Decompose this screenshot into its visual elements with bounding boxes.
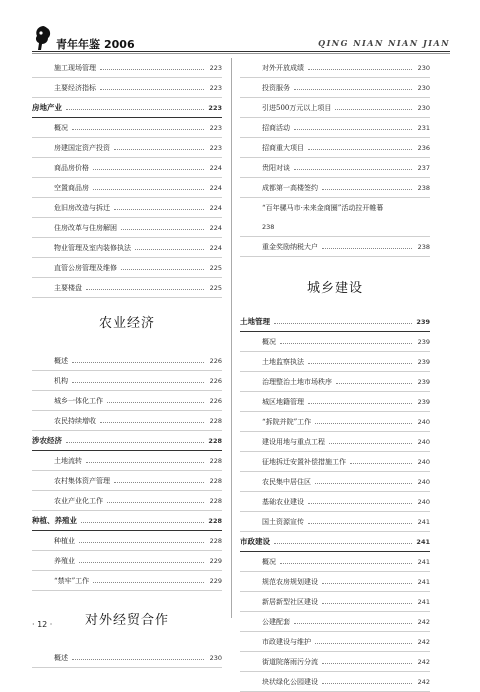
leader-dots	[100, 89, 204, 90]
entry-page: 223	[209, 63, 222, 72]
toc-entry[interactable]	[240, 612, 430, 632]
section-label: 市政建设	[240, 537, 270, 546]
section-label: 房地产业	[32, 103, 62, 112]
leader-dots	[66, 109, 204, 110]
leader-dots	[93, 582, 204, 583]
brand-year: 2006	[104, 38, 135, 51]
toc-section[interactable]	[32, 98, 222, 118]
toc-entry[interactable]	[32, 278, 222, 298]
leader-dots	[350, 463, 412, 464]
leader-dots	[121, 269, 204, 270]
toc-section[interactable]	[32, 511, 222, 531]
leader-dots	[100, 69, 204, 70]
toc-entry[interactable]	[240, 632, 430, 652]
entry-page: 240	[417, 417, 430, 426]
toc-entry[interactable]	[240, 452, 430, 472]
leader-dots	[79, 542, 204, 543]
entry-page: 223	[209, 123, 222, 132]
toc-entry[interactable]	[240, 372, 430, 392]
entry-label: 房建国定资产投资	[54, 143, 110, 152]
entry-label: 新居新型社区建设	[262, 597, 318, 606]
entry-page: 228	[209, 536, 222, 545]
toc-entry[interactable]	[32, 238, 222, 258]
header-rule-thin	[32, 53, 450, 54]
leader-dots	[308, 503, 412, 504]
entry-page: 228	[209, 416, 222, 425]
entry-page: 228	[209, 476, 222, 485]
toc-entry[interactable]	[32, 138, 222, 158]
entry-label: 招商活动	[262, 123, 290, 132]
section-page: 223	[208, 103, 222, 112]
entry-page: 240	[417, 457, 430, 466]
toc-entry[interactable]	[32, 78, 222, 98]
entry-label: 块状绿化公园建设	[262, 677, 318, 686]
entry-page: 242	[417, 637, 430, 646]
chapter-title-trade: 对外经贸合作	[84, 613, 169, 628]
toc-entry[interactable]	[32, 491, 222, 511]
leader-dots	[308, 69, 412, 70]
entry-label: 土地流转	[54, 456, 82, 465]
leader-dots	[72, 362, 204, 363]
entry-page: 239	[417, 397, 430, 406]
entry-label: 征地拆迁安置补偿措施工作	[262, 457, 346, 466]
entry-label: 机构	[54, 376, 68, 385]
toc-entry[interactable]	[240, 432, 430, 452]
entry-page: 228	[209, 496, 222, 505]
spacer	[240, 296, 430, 312]
toc-entry[interactable]	[240, 552, 430, 572]
entry-label: 街道院落雨污分流	[262, 657, 318, 666]
entry-label: 概述	[54, 356, 68, 365]
entry-label: “禁牢”工作	[54, 576, 90, 585]
entry-label: 主要经济指标	[54, 83, 96, 92]
toc-entry[interactable]	[32, 258, 222, 278]
leader-dots	[107, 402, 204, 403]
leader-dots	[294, 623, 412, 624]
entry-label: 投资服务	[262, 83, 290, 92]
entry-label: 概述	[54, 653, 68, 662]
chapter-title-agriculture: 农业经济	[98, 316, 155, 331]
leader-dots	[322, 248, 412, 249]
toc-entry[interactable]	[32, 158, 222, 178]
toc-entry[interactable]	[32, 471, 222, 491]
yearbook-logo-icon	[32, 24, 54, 52]
entry-label: “百年骡马市·未来金商圈”活动拉开帷幕	[262, 203, 384, 212]
entry-page: 242	[417, 657, 430, 666]
toc-entry[interactable]	[240, 237, 430, 257]
entry-page: 241	[417, 577, 430, 586]
entry-label: 公建配套	[262, 617, 290, 626]
toc-entry[interactable]	[240, 412, 430, 432]
left-column	[32, 58, 222, 668]
leader-dots	[72, 382, 204, 383]
toc-entry[interactable]	[240, 672, 430, 692]
leader-dots	[280, 563, 412, 564]
toc-section[interactable]	[240, 312, 430, 332]
entry-page: 229	[209, 576, 222, 585]
leader-dots	[308, 523, 412, 524]
toc-entry[interactable]	[240, 178, 430, 198]
entry-label: 对外开放成绩	[262, 63, 304, 72]
entry-page: 240	[417, 497, 430, 506]
brand-cn: 青年年鉴	[56, 38, 100, 51]
toc-entry[interactable]	[240, 352, 430, 372]
section-label: 涉农经济	[32, 436, 62, 445]
spacer	[240, 257, 430, 277]
entry-page: 230	[209, 653, 222, 662]
entry-page: 224	[209, 183, 222, 192]
entry-label: 住房改革与住房解困	[54, 223, 117, 232]
entry-page: 226	[209, 376, 222, 385]
entry-page: 239	[417, 377, 430, 386]
toc-entry[interactable]	[32, 531, 222, 551]
entry-label: 建设用地与重点工程	[262, 437, 325, 446]
entry-label: 规范农房规划建设	[262, 577, 318, 586]
toc-entry[interactable]	[240, 512, 430, 532]
leader-dots	[315, 483, 412, 484]
toc-entry[interactable]	[32, 551, 222, 571]
section-page: 228	[208, 516, 222, 525]
leader-dots	[322, 663, 412, 664]
entry-page: 241	[417, 557, 430, 566]
toc-entry[interactable]	[32, 648, 222, 668]
entry-page: 241	[417, 517, 430, 526]
toc-entry[interactable]	[240, 98, 430, 118]
toc-entry[interactable]	[32, 178, 222, 198]
leader-dots	[335, 109, 412, 110]
leader-dots	[135, 249, 204, 250]
leader-dots	[86, 289, 204, 290]
entry-page: 226	[209, 396, 222, 405]
toc-section[interactable]	[32, 431, 222, 451]
entry-page: 229	[209, 556, 222, 565]
leader-dots	[308, 363, 412, 364]
entry-label: 城乡一体化工作	[54, 396, 103, 405]
toc-entry[interactable]	[240, 332, 430, 352]
leader-dots	[72, 659, 204, 660]
leader-dots	[294, 169, 412, 170]
entry-label: 贵阳对谈	[262, 163, 290, 172]
entry-page: 223	[209, 83, 222, 92]
toc-entry[interactable]	[240, 652, 430, 672]
toc-entry[interactable]	[240, 138, 430, 158]
toc-entry-note[interactable]	[240, 198, 430, 217]
toc-entry[interactable]	[240, 572, 430, 592]
chapter-title-urban: 城乡建设	[306, 281, 363, 296]
entry-page: 223	[209, 143, 222, 152]
entry-page: 242	[417, 617, 430, 626]
entry-label: 危旧房改造与拆迁	[54, 203, 110, 212]
toc-entry[interactable]	[32, 198, 222, 218]
toc-entry[interactable]	[240, 118, 430, 138]
leader-dots	[322, 583, 412, 584]
entry-page: 242	[417, 677, 430, 686]
leader-dots	[329, 443, 412, 444]
toc-entry[interactable]	[32, 218, 222, 238]
section-label: 种植、养殖业	[32, 516, 77, 525]
leader-dots	[322, 189, 412, 190]
entry-label: 城区地籍管理	[262, 397, 304, 406]
entry-page: 239	[417, 357, 430, 366]
section-page: 241	[416, 537, 430, 546]
leader-dots	[336, 383, 412, 384]
entry-page: 230	[417, 83, 430, 92]
entry-page: 224	[209, 223, 222, 232]
entry-label: 土地监察执法	[262, 357, 304, 366]
entry-label: 引进500万元以上项目	[262, 103, 332, 112]
entry-page: 228	[209, 456, 222, 465]
spacer	[32, 628, 222, 648]
entry-label: 概况	[262, 337, 276, 346]
entry-page: 225	[209, 283, 222, 292]
entry-page: 240	[417, 477, 430, 486]
leader-dots	[322, 683, 412, 684]
section-label: 土地管理	[240, 317, 270, 326]
entry-page: 224	[209, 243, 222, 252]
entry-label: 主要楼盘	[54, 283, 82, 292]
column-divider	[231, 58, 232, 618]
leader-dots	[308, 149, 412, 150]
leader-dots	[294, 129, 412, 130]
leader-dots	[294, 89, 412, 90]
entry-label: 农业产业化工作	[54, 496, 103, 505]
toc-entry[interactable]	[32, 451, 222, 471]
entry-page: 236	[417, 143, 430, 152]
toc-entry[interactable]	[240, 78, 430, 98]
toc-entry[interactable]	[32, 411, 222, 431]
entry-label: 概况	[262, 557, 276, 566]
entry-label: 种植业	[54, 536, 75, 545]
leader-dots	[79, 562, 204, 563]
entry-label: 农民持续增收	[54, 416, 96, 425]
leader-dots	[322, 603, 412, 604]
page-number: · 12 ·	[32, 620, 53, 629]
entry-page: 240	[417, 437, 430, 446]
page-header	[0, 0, 480, 56]
leader-dots	[274, 323, 412, 324]
entry-page: 230	[417, 103, 430, 112]
entry-page: 241	[417, 597, 430, 606]
section-page: 239	[416, 317, 430, 326]
leader-dots	[100, 422, 204, 423]
toc-section[interactable]	[240, 532, 430, 552]
leader-dots	[107, 502, 204, 503]
entry-page: 226	[209, 356, 222, 365]
leader-dots	[121, 229, 204, 230]
leader-dots	[81, 522, 204, 523]
toc-entry[interactable]	[32, 391, 222, 411]
leader-dots	[72, 129, 204, 130]
entry-label: 招商重大项目	[262, 143, 304, 152]
entry-page: 231	[417, 123, 430, 132]
leader-dots	[86, 462, 204, 463]
toc-entry[interactable]	[240, 492, 430, 512]
toc-entry-note-page	[240, 217, 430, 237]
toc-entry[interactable]	[32, 58, 222, 78]
entry-label: 重金奖励纳税大户	[262, 242, 318, 251]
entry-label: 直管公房管理及维修	[54, 263, 117, 272]
spacer	[32, 331, 222, 351]
toc-entry[interactable]	[240, 58, 430, 78]
brand-english: QING NIAN NIAN JIAN	[318, 38, 450, 48]
entry-label: 治理整治土地市场秩序	[262, 377, 332, 386]
entry-label: 空置商品房	[54, 183, 89, 192]
entry-label: “拆院并院”工作	[262, 417, 312, 426]
leader-dots	[66, 442, 204, 443]
entry-page: 238	[417, 242, 430, 251]
brand-title	[56, 36, 135, 52]
toc-entry[interactable]	[32, 371, 222, 391]
leader-dots	[274, 543, 412, 544]
header-rule	[32, 51, 450, 52]
toc-entry[interactable]	[240, 392, 430, 412]
leader-dots	[114, 209, 204, 210]
leader-dots	[93, 169, 204, 170]
entry-page: 224	[209, 203, 222, 212]
toc-entry[interactable]	[240, 472, 430, 492]
entry-label: 农民集中居住区	[262, 477, 311, 486]
toc-entry[interactable]	[240, 158, 430, 178]
entry-label: 概况	[54, 123, 68, 132]
toc-entry[interactable]	[32, 571, 222, 591]
entry-page: 238	[262, 222, 275, 231]
entry-page: 224	[209, 163, 222, 172]
entry-page: 237	[417, 163, 430, 172]
entry-page: 239	[417, 337, 430, 346]
spacer	[32, 298, 222, 312]
entry-label: 国土资源宣传	[262, 517, 304, 526]
toc-entry[interactable]	[32, 351, 222, 371]
spacer	[32, 591, 222, 609]
entry-label: 养殖业	[54, 556, 75, 565]
leader-dots	[114, 149, 204, 150]
leader-dots	[93, 189, 204, 190]
entry-label: 商品房价格	[54, 163, 89, 172]
right-column	[240, 58, 430, 692]
leader-dots	[308, 403, 412, 404]
leader-dots	[114, 482, 204, 483]
toc-entry[interactable]	[32, 118, 222, 138]
section-page: 228	[208, 436, 222, 445]
entry-label: 施工现场管理	[54, 63, 96, 72]
leader-dots	[315, 423, 412, 424]
entry-page: 230	[417, 63, 430, 72]
entry-label: 成都第一高楼签约	[262, 183, 318, 192]
entry-label: 农村集体资产管理	[54, 476, 110, 485]
toc-entry[interactable]	[240, 592, 430, 612]
entry-page: 225	[209, 263, 222, 272]
entry-label: 基础农业建设	[262, 497, 304, 506]
entry-label: 市政建设与维护	[262, 637, 311, 646]
leader-dots	[315, 643, 412, 644]
leader-dots	[280, 343, 412, 344]
entry-page: 238	[417, 183, 430, 192]
entry-label: 物业管理及室内装修执法	[54, 243, 131, 252]
